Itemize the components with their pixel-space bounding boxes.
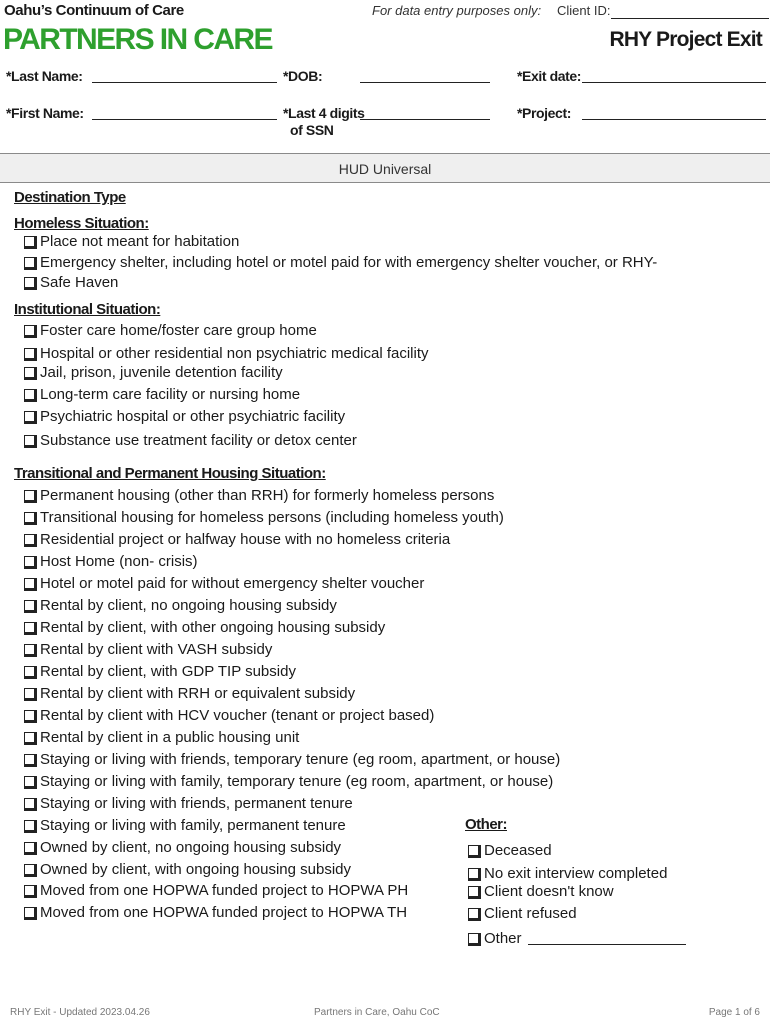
institutional-option[interactable] (24, 432, 357, 449)
transitional-option-label: Staying or living with family, temporary tenure (eg room, apartment, or house) (40, 773, 554, 790)
institutional-option-label: Foster care home/foster care group home (40, 322, 317, 339)
first-name-label: *First Name: (6, 105, 84, 121)
transitional-option[interactable] (24, 597, 337, 614)
transitional-option-label: Residential project or halfway house with no homeless criteria (40, 531, 451, 548)
form-title: RHY Project Exit (609, 28, 762, 51)
checkbox-icon[interactable] (24, 776, 35, 787)
other-option-label: Client refused (484, 905, 577, 922)
homeless-option[interactable] (24, 254, 657, 271)
transitional-option-label: Rental by client, with other ongoing housing subsidy (40, 619, 386, 636)
destination-type-heading: Destination Type (14, 189, 126, 206)
other-option-label: Client doesn't know (484, 883, 614, 900)
section-header-bar (0, 153, 770, 183)
transitional-option-label: Rental by client, no ongoing housing subsidy (40, 597, 337, 614)
homeless-option-label: Safe Haven (40, 274, 119, 291)
institutional-option-label: Hospital or other residential non psychiatric medical facility (40, 345, 429, 362)
transitional-option-label: Owned by client, no ongoing housing subsidy (40, 839, 342, 856)
checkbox-icon[interactable] (24, 325, 35, 336)
checkbox-icon[interactable] (468, 908, 479, 919)
section-title: HUD Universal (338, 161, 432, 177)
transitional-option[interactable] (24, 487, 494, 504)
checkbox-icon[interactable] (24, 644, 35, 655)
transitional-option[interactable] (24, 751, 560, 768)
homeless-option[interactable] (24, 233, 239, 250)
other-heading: Other: (465, 816, 507, 833)
transitional-option-label: Moved from one HOPWA funded project to HOPWA TH (40, 904, 408, 921)
transitional-option-label: Owned by client, with ongoing housing subsidy (40, 861, 352, 878)
transitional-option[interactable] (24, 707, 434, 724)
transitional-option-label: Hotel or motel paid for without emergency shelter voucher (40, 575, 425, 592)
checkbox-icon[interactable] (24, 710, 35, 721)
ssn-field[interactable] (360, 119, 490, 120)
checkbox-icon[interactable] (24, 688, 35, 699)
data-entry-notice: For data entry purposes only: (372, 3, 542, 18)
checkbox-icon[interactable] (24, 754, 35, 765)
institutional-option[interactable] (24, 386, 300, 403)
transitional-option-label: Staying or living with friends, permanent tenure (40, 795, 353, 812)
transitional-option-label: Staying or living with friends, temporary tenure (eg room, apartment, or house) (40, 751, 561, 768)
transitional-option-label: Transitional housing for homeless persons (including homeless youth) (40, 509, 504, 526)
transitional-option[interactable] (24, 553, 198, 570)
transitional-option[interactable] (24, 817, 346, 834)
transitional-option[interactable] (24, 619, 385, 636)
checkbox-icon[interactable] (468, 845, 479, 856)
institutional-option-label: Psychiatric hospital or other psychiatric facility (40, 408, 346, 425)
other-option[interactable] (468, 865, 667, 882)
other-option-label: Other (484, 930, 522, 947)
other-option-label: Deceased (484, 842, 552, 859)
institutional-option[interactable] (24, 322, 317, 339)
checkbox-icon[interactable] (24, 864, 35, 875)
checkbox-icon[interactable] (24, 411, 35, 422)
ssn-label-line2: of SSN (290, 122, 334, 138)
first-name-field[interactable] (92, 119, 277, 120)
homeless-heading: Homeless Situation: (14, 215, 149, 232)
transitional-option[interactable] (24, 575, 424, 592)
footer-page: Page 1 of 6 (708, 1007, 760, 1018)
checkbox-icon[interactable] (24, 389, 35, 400)
ssn-label-line1: *Last 4 digits (283, 105, 365, 121)
last-name-label: *Last Name: (6, 68, 83, 84)
institutional-heading: Institutional Situation: (14, 301, 161, 318)
checkbox-icon[interactable] (468, 868, 479, 879)
other-specify-field[interactable] (528, 944, 686, 945)
institutional-option-label: Long-term care facility or nursing home (40, 386, 301, 403)
checkbox-icon[interactable] (24, 257, 35, 268)
checkbox-icon[interactable] (24, 534, 35, 545)
checkbox-icon[interactable] (24, 622, 35, 633)
checkbox-icon[interactable] (24, 236, 35, 247)
checkbox-icon[interactable] (24, 556, 35, 567)
exit-date-label: *Exit date: (517, 68, 582, 84)
homeless-option-label: Emergency shelter, including hotel or motel paid for with emergency shelter voucher, or RHY- (40, 254, 658, 271)
checkbox-icon[interactable] (24, 512, 35, 523)
checkbox-icon[interactable] (24, 348, 35, 359)
footer-org: Partners in Care, Oahu CoC (314, 1007, 440, 1018)
exit-date-field[interactable] (582, 82, 766, 83)
last-name-field[interactable] (92, 82, 277, 83)
checkbox-icon[interactable] (24, 666, 35, 677)
transitional-option-label: Host Home (non- crisis) (40, 553, 198, 570)
project-label: *Project: (517, 105, 571, 121)
brand-logo-text: PARTNERS IN CARE (3, 23, 272, 56)
other-option[interactable] (468, 842, 552, 859)
checkbox-icon[interactable] (468, 886, 479, 897)
transitional-option[interactable] (24, 685, 355, 702)
checkbox-icon[interactable] (24, 732, 35, 743)
checkbox-icon[interactable] (24, 798, 35, 809)
transitional-option-label: Permanent housing (other than RRH) for formerly homeless persons (40, 487, 495, 504)
other-option[interactable] (468, 883, 614, 900)
transitional-option[interactable] (24, 795, 353, 812)
transitional-option[interactable] (24, 641, 272, 658)
transitional-option[interactable] (24, 531, 450, 548)
checkbox-icon[interactable] (468, 933, 479, 944)
transitional-option-label: Staying or living with family, permanent tenure (40, 817, 346, 834)
homeless-option[interactable] (24, 274, 118, 291)
checkbox-icon[interactable] (24, 578, 35, 589)
checkbox-icon[interactable] (24, 435, 35, 446)
transitional-option-label: Rental by client, with GDP TIP subsidy (40, 663, 296, 680)
checkbox-icon[interactable] (24, 885, 35, 896)
transitional-option[interactable] (24, 861, 351, 878)
checkbox-icon[interactable] (24, 490, 35, 501)
transitional-option-label: Moved from one HOPWA funded project to HOPWA PH (40, 882, 409, 899)
transitional-option[interactable] (24, 773, 553, 790)
transitional-option[interactable] (24, 882, 408, 899)
other-option[interactable] (468, 905, 577, 922)
checkbox-icon[interactable] (24, 600, 35, 611)
institutional-option[interactable] (24, 408, 345, 425)
checkbox-icon[interactable] (24, 907, 35, 918)
dob-label: *DOB: (283, 68, 323, 84)
transitional-option[interactable] (24, 509, 504, 526)
institutional-option-label: Substance use treatment facility or detox center (40, 432, 357, 449)
transitional-option-label: Rental by client with RRH or equivalent subsidy (40, 685, 356, 702)
transitional-option[interactable] (24, 729, 299, 746)
homeless-option-label: Place not meant for habitation (40, 233, 240, 250)
client-id-field[interactable] (611, 18, 769, 19)
footer-version: RHY Exit - Updated 2023.04.26 (10, 1007, 150, 1018)
checkbox-icon[interactable] (24, 842, 35, 853)
transitional-option-label: Rental by client in a public housing unit (40, 729, 300, 746)
other-option[interactable] (468, 930, 686, 947)
transitional-heading: Transitional and Permanent Housing Situation: (14, 465, 326, 482)
transitional-option-label: Rental by client with VASH subsidy (40, 641, 273, 658)
dob-field[interactable] (360, 82, 490, 83)
checkbox-icon[interactable] (24, 277, 35, 288)
transitional-option-label: Rental by client with HCV voucher (tenant or project based) (40, 707, 435, 724)
org-name: Oahu’s Continuum of Care (4, 2, 184, 19)
transitional-option[interactable] (24, 839, 341, 856)
transitional-option[interactable] (24, 663, 296, 680)
transitional-option[interactable] (24, 904, 407, 921)
other-option-label: No exit interview completed (484, 865, 668, 882)
project-field[interactable] (582, 119, 766, 120)
checkbox-icon[interactable] (24, 367, 35, 378)
institutional-option-label: Jail, prison, juvenile detention facility (40, 364, 283, 381)
institutional-option[interactable] (24, 364, 283, 381)
institutional-option[interactable] (24, 345, 429, 362)
checkbox-icon[interactable] (24, 820, 35, 831)
client-id-label: Client ID: (557, 3, 611, 18)
